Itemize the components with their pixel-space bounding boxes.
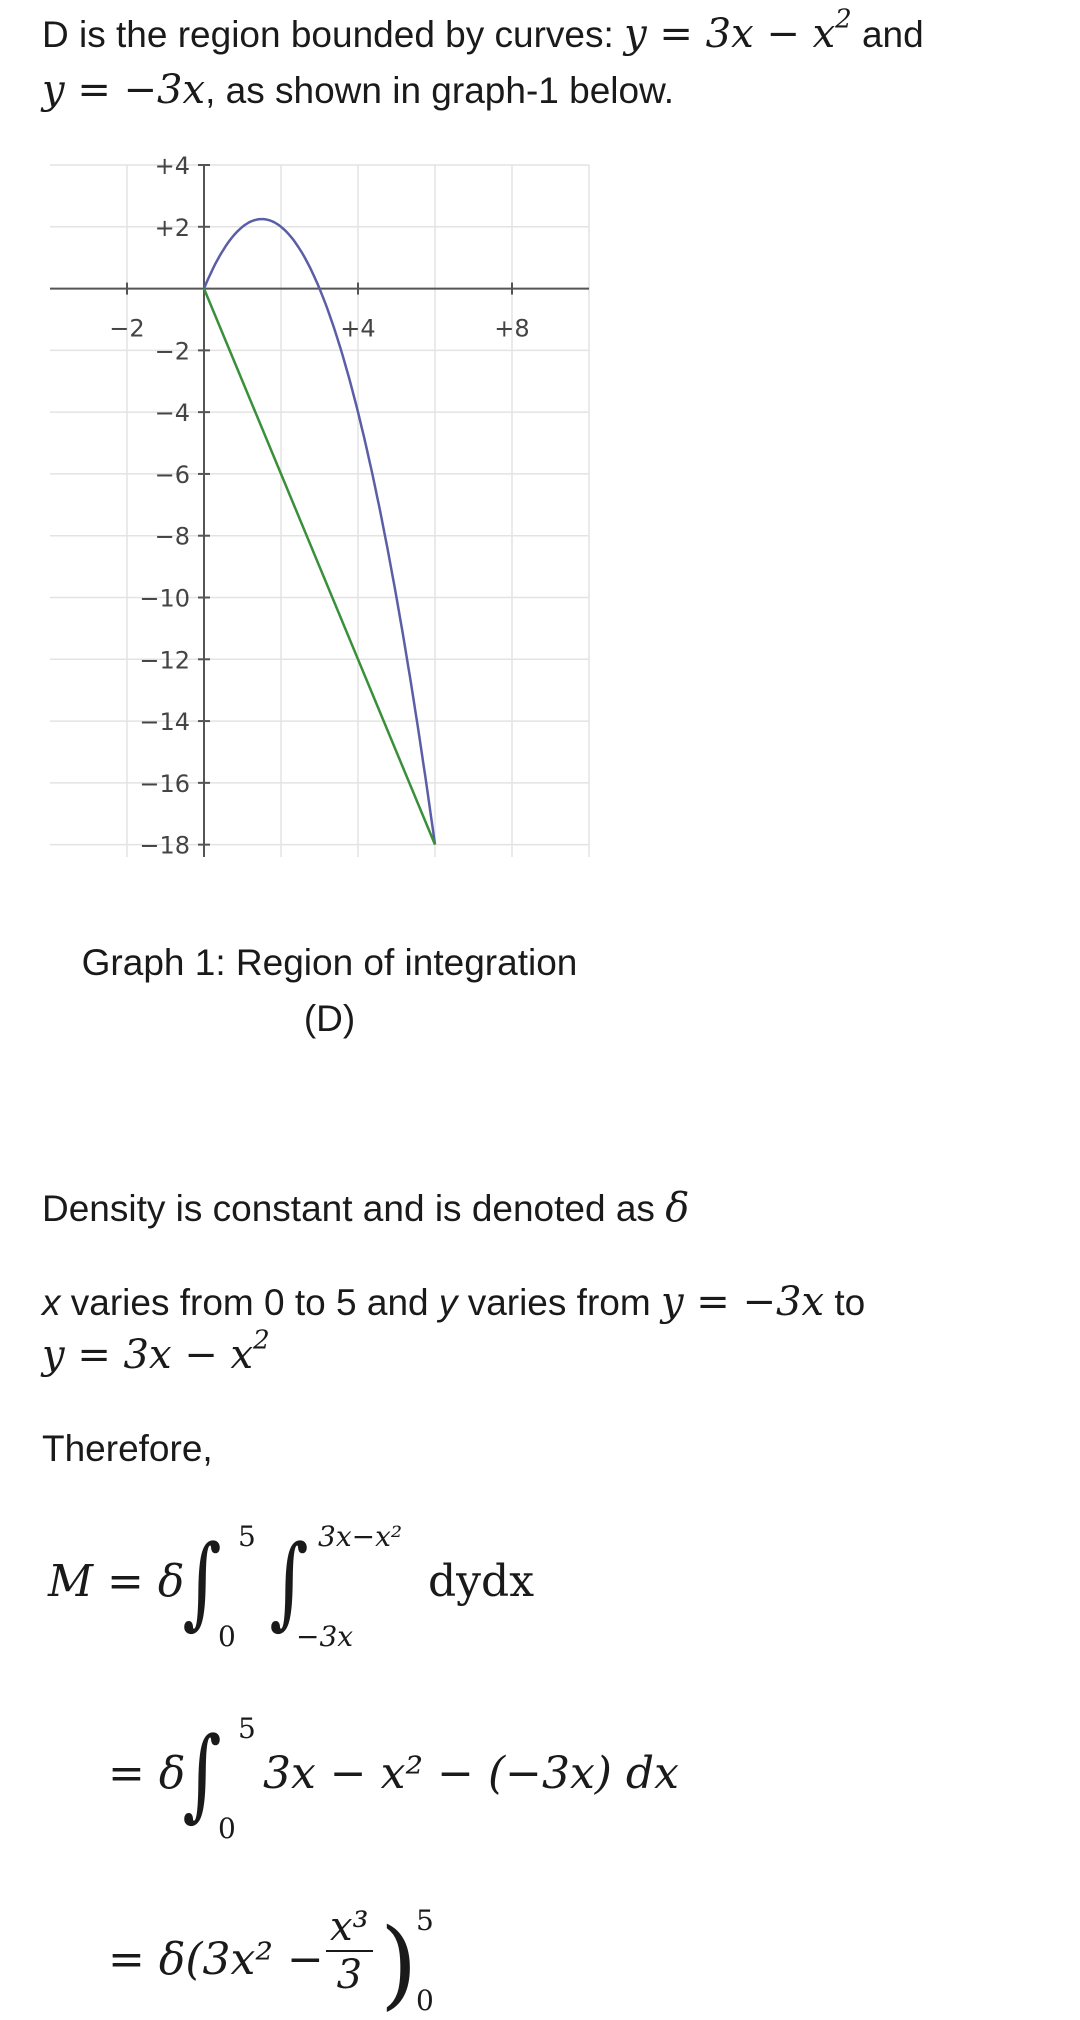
- x-tick-label: −2: [109, 314, 145, 343]
- step-2-lower-limit: 0: [218, 1812, 236, 1845]
- mass-integral: [48, 1520, 568, 1660]
- intro-text: D is the region bounded by curves:: [42, 14, 614, 55]
- y-tick-label: −2: [154, 337, 190, 366]
- fraction-x3-over-3: [326, 1904, 373, 1998]
- x-var: x: [42, 1282, 61, 1323]
- y-tick-label: −10: [139, 584, 190, 613]
- limits-line-2: [42, 1325, 270, 1380]
- eval-lower-limit: 0: [416, 1984, 434, 2017]
- inner-upper-limit: 3x−x²: [318, 1520, 403, 1553]
- delta-symbol: δ: [665, 1185, 690, 1231]
- intro-text-2: , as shown in graph-1 below.: [205, 70, 675, 111]
- intro-line-1: [42, 4, 924, 59]
- y-tick-label: −12: [139, 646, 190, 675]
- axes: [50, 165, 589, 857]
- outer-upper-limit: 5: [238, 1520, 256, 1553]
- equation-line: y = −3x: [42, 67, 206, 113]
- y-tick-label: +4: [154, 155, 190, 180]
- region-graph: [42, 155, 617, 875]
- density-text: Density is constant and is denoted as: [42, 1188, 655, 1229]
- y-tick-label: −14: [139, 708, 190, 737]
- caption-line-2: (D): [303, 998, 356, 1039]
- graph-caption: [42, 935, 617, 1047]
- grid: [50, 165, 589, 857]
- y-tick-label: −8: [154, 522, 190, 551]
- limits-text: varies from 0 to 5 and: [70, 1282, 429, 1323]
- inner-integral-sign: ∫: [269, 1523, 309, 1640]
- curves: [204, 219, 435, 845]
- series-curve: [204, 219, 435, 845]
- y-var: y: [438, 1282, 458, 1323]
- intro-line-2: [42, 66, 674, 115]
- y-tick-label: −18: [139, 831, 190, 860]
- step-2-integral-sign: ∫: [182, 1715, 222, 1832]
- density-line: [42, 1184, 689, 1233]
- integrand-2: 3x − x² − (−3x) dx: [263, 1748, 679, 1799]
- closing-paren: ): [380, 1908, 418, 2020]
- therefore-text: Therefore,: [42, 1428, 213, 1469]
- outer-lower-limit: 0: [218, 1620, 236, 1653]
- y-tick-label: −6: [154, 460, 190, 489]
- limits-line-1: [42, 1278, 865, 1327]
- step-2-lhs: = δ: [108, 1748, 186, 1799]
- mass-lhs: M = δ: [48, 1556, 185, 1607]
- outer-integral-sign: ∫: [182, 1523, 222, 1640]
- step-2-upper-limit: 5: [238, 1712, 256, 1745]
- y-tick-label: −16: [139, 769, 190, 798]
- step-3-evaluation: [108, 1904, 608, 2020]
- integrand-1: dydx: [428, 1556, 535, 1607]
- step-2-integral: [108, 1712, 708, 1852]
- limits-text-2: varies from: [467, 1282, 651, 1323]
- fraction-denominator: 3: [336, 1952, 363, 1998]
- series-curve: [204, 289, 435, 845]
- and-text: and: [861, 14, 924, 55]
- lower-bound-eq: y = −3x: [660, 1279, 825, 1325]
- eval-upper-limit: 5: [416, 1904, 434, 1937]
- to-text: to: [834, 1282, 866, 1323]
- caption-line-1: Graph 1: Region of integration: [81, 942, 578, 983]
- upper-bound-eq: $y = 3x - x^2$: [42, 1325, 270, 1378]
- step-3-lhs: = δ(3x² −: [108, 1934, 324, 1985]
- inner-lower-limit: −3x: [296, 1620, 354, 1653]
- x-tick-label: +8: [494, 314, 530, 343]
- y-tick-label: −4: [154, 399, 190, 428]
- y-tick-label: +2: [154, 213, 190, 242]
- fraction-numerator: x³: [326, 1904, 373, 1952]
- equation-curve: $y = 3x - x^2$: [624, 4, 852, 57]
- tick-labels: [109, 155, 529, 860]
- x-tick-label: +4: [340, 314, 376, 343]
